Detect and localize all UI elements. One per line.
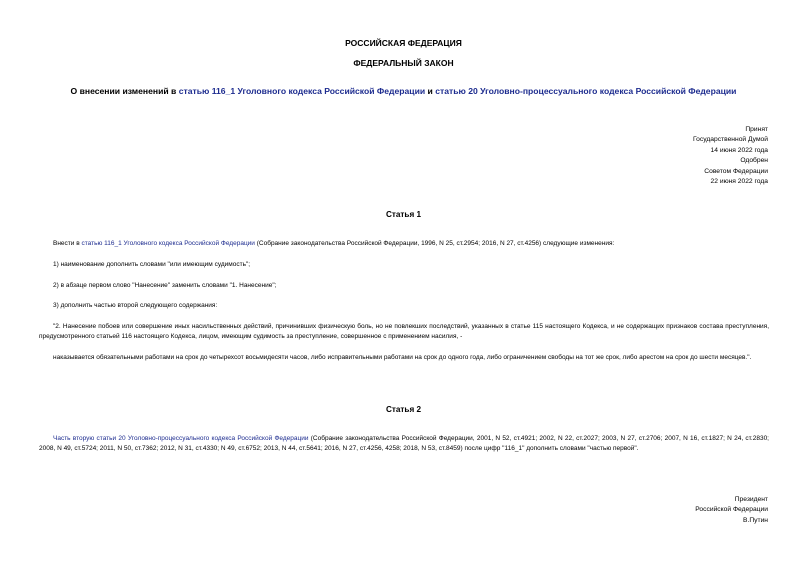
article-1-item-2: 2) в абзаце первом слово "Нанесение" заменить словами "1. Нанесение"; [53,282,277,289]
law-title-middle: и [425,86,436,96]
law-title [0,86,807,96]
article-1-intro [39,239,769,249]
signature-line: Российской Федерации [695,506,768,514]
adoption-line: Принят [745,126,768,133]
law-title-link-procedure-code[interactable]: статью 20 Уголовно-процессуального кодекса Российской Федерации [435,86,737,96]
article-1-quote-part-2: наказывается обязательными работами на срок до четырехсот восьмидесяти часов, либо исправительными работами на срок до одного года, либо ограничением свободы на тот же срок, либо арестом на срок до шести месяцев.". [53,354,752,361]
adoption-line: 14 июня 2022 года [710,146,768,154]
article-1-quote-part-1: "2. Нанесение побоев или совершение иных насильственных действий, причинивших физическую боль, но не повлекших последствий, указанных в статье 115 настоящего Кодекса, и не содержащих признаков состава преступления, предусмотренного статьей 116 настоящего Кодекса, лицом, имеющим судимость за преступление, совершенное с применением насилия, - [39,323,769,341]
article-2-suffix: (Собрание законодательства Российской Федерации, 2001, N 52, ст.4921; 2002, N 22, ст.2027; 2003, N 27, ст.2706; 2007, N 16, ст.1827; N 24, ст.2830; 2008, N 49, ст.5724; 2011, N 50, ст.7362; 2012, N 31, ст.4330; N 49, ст.6752; 2013, N 44, ст.5641; 2016, N 27, ст.4256, 4258; 2018, N 53, ст.8459) после цифр "116_1" дополнить словами "частью первой". [39,435,769,453]
adoption-line: Государственной Думой [693,136,768,144]
article-2-title: Статья 2 [385,405,422,414]
adoption-block [568,125,768,187]
signature-line: В.Путин [743,516,768,524]
article-1-intro-suffix: (Собрание законодательства Российской Федерации, 1996, N 25, ст.2954; 2016, N 27, ст.4256) следующие изменения: [254,240,615,247]
adoption-line: Советом Федерации [704,167,768,175]
adoption-line: 22 июня 2022 года [710,178,768,186]
article-2-link[interactable]: Часть вторую статьи 20 Уголовно-процессуального кодекса Российской Федерации [53,435,309,442]
article-1-intro-link[interactable]: статью 116_1 Уголовного кодекса Российской Федерации [81,240,255,247]
country-heading: РОССИЙСКАЯ ФЕДЕРАЦИЯ [345,38,462,48]
signature-line: Президент [734,496,768,503]
law-title-prefix: О внесении изменений в [70,86,179,96]
article-1-item-1: 1) наименование дополнить словами "или имеющим судимость"; [53,261,251,268]
article-2-text [39,434,769,455]
adoption-line: Одобрен [740,157,768,165]
article-1-title: Статья 1 [385,210,422,219]
law-type-heading: ФЕДЕРАЛЬНЫЙ ЗАКОН [353,58,454,68]
signature-block [568,495,768,526]
article-1-item-3: 3) дополнить частью второй следующего содержания: [53,302,218,309]
article-1-intro-prefix: Внести в [53,240,82,247]
law-title-link-criminal-code[interactable]: статью 116_1 Уголовного кодекса Российской Федерации [178,86,426,96]
